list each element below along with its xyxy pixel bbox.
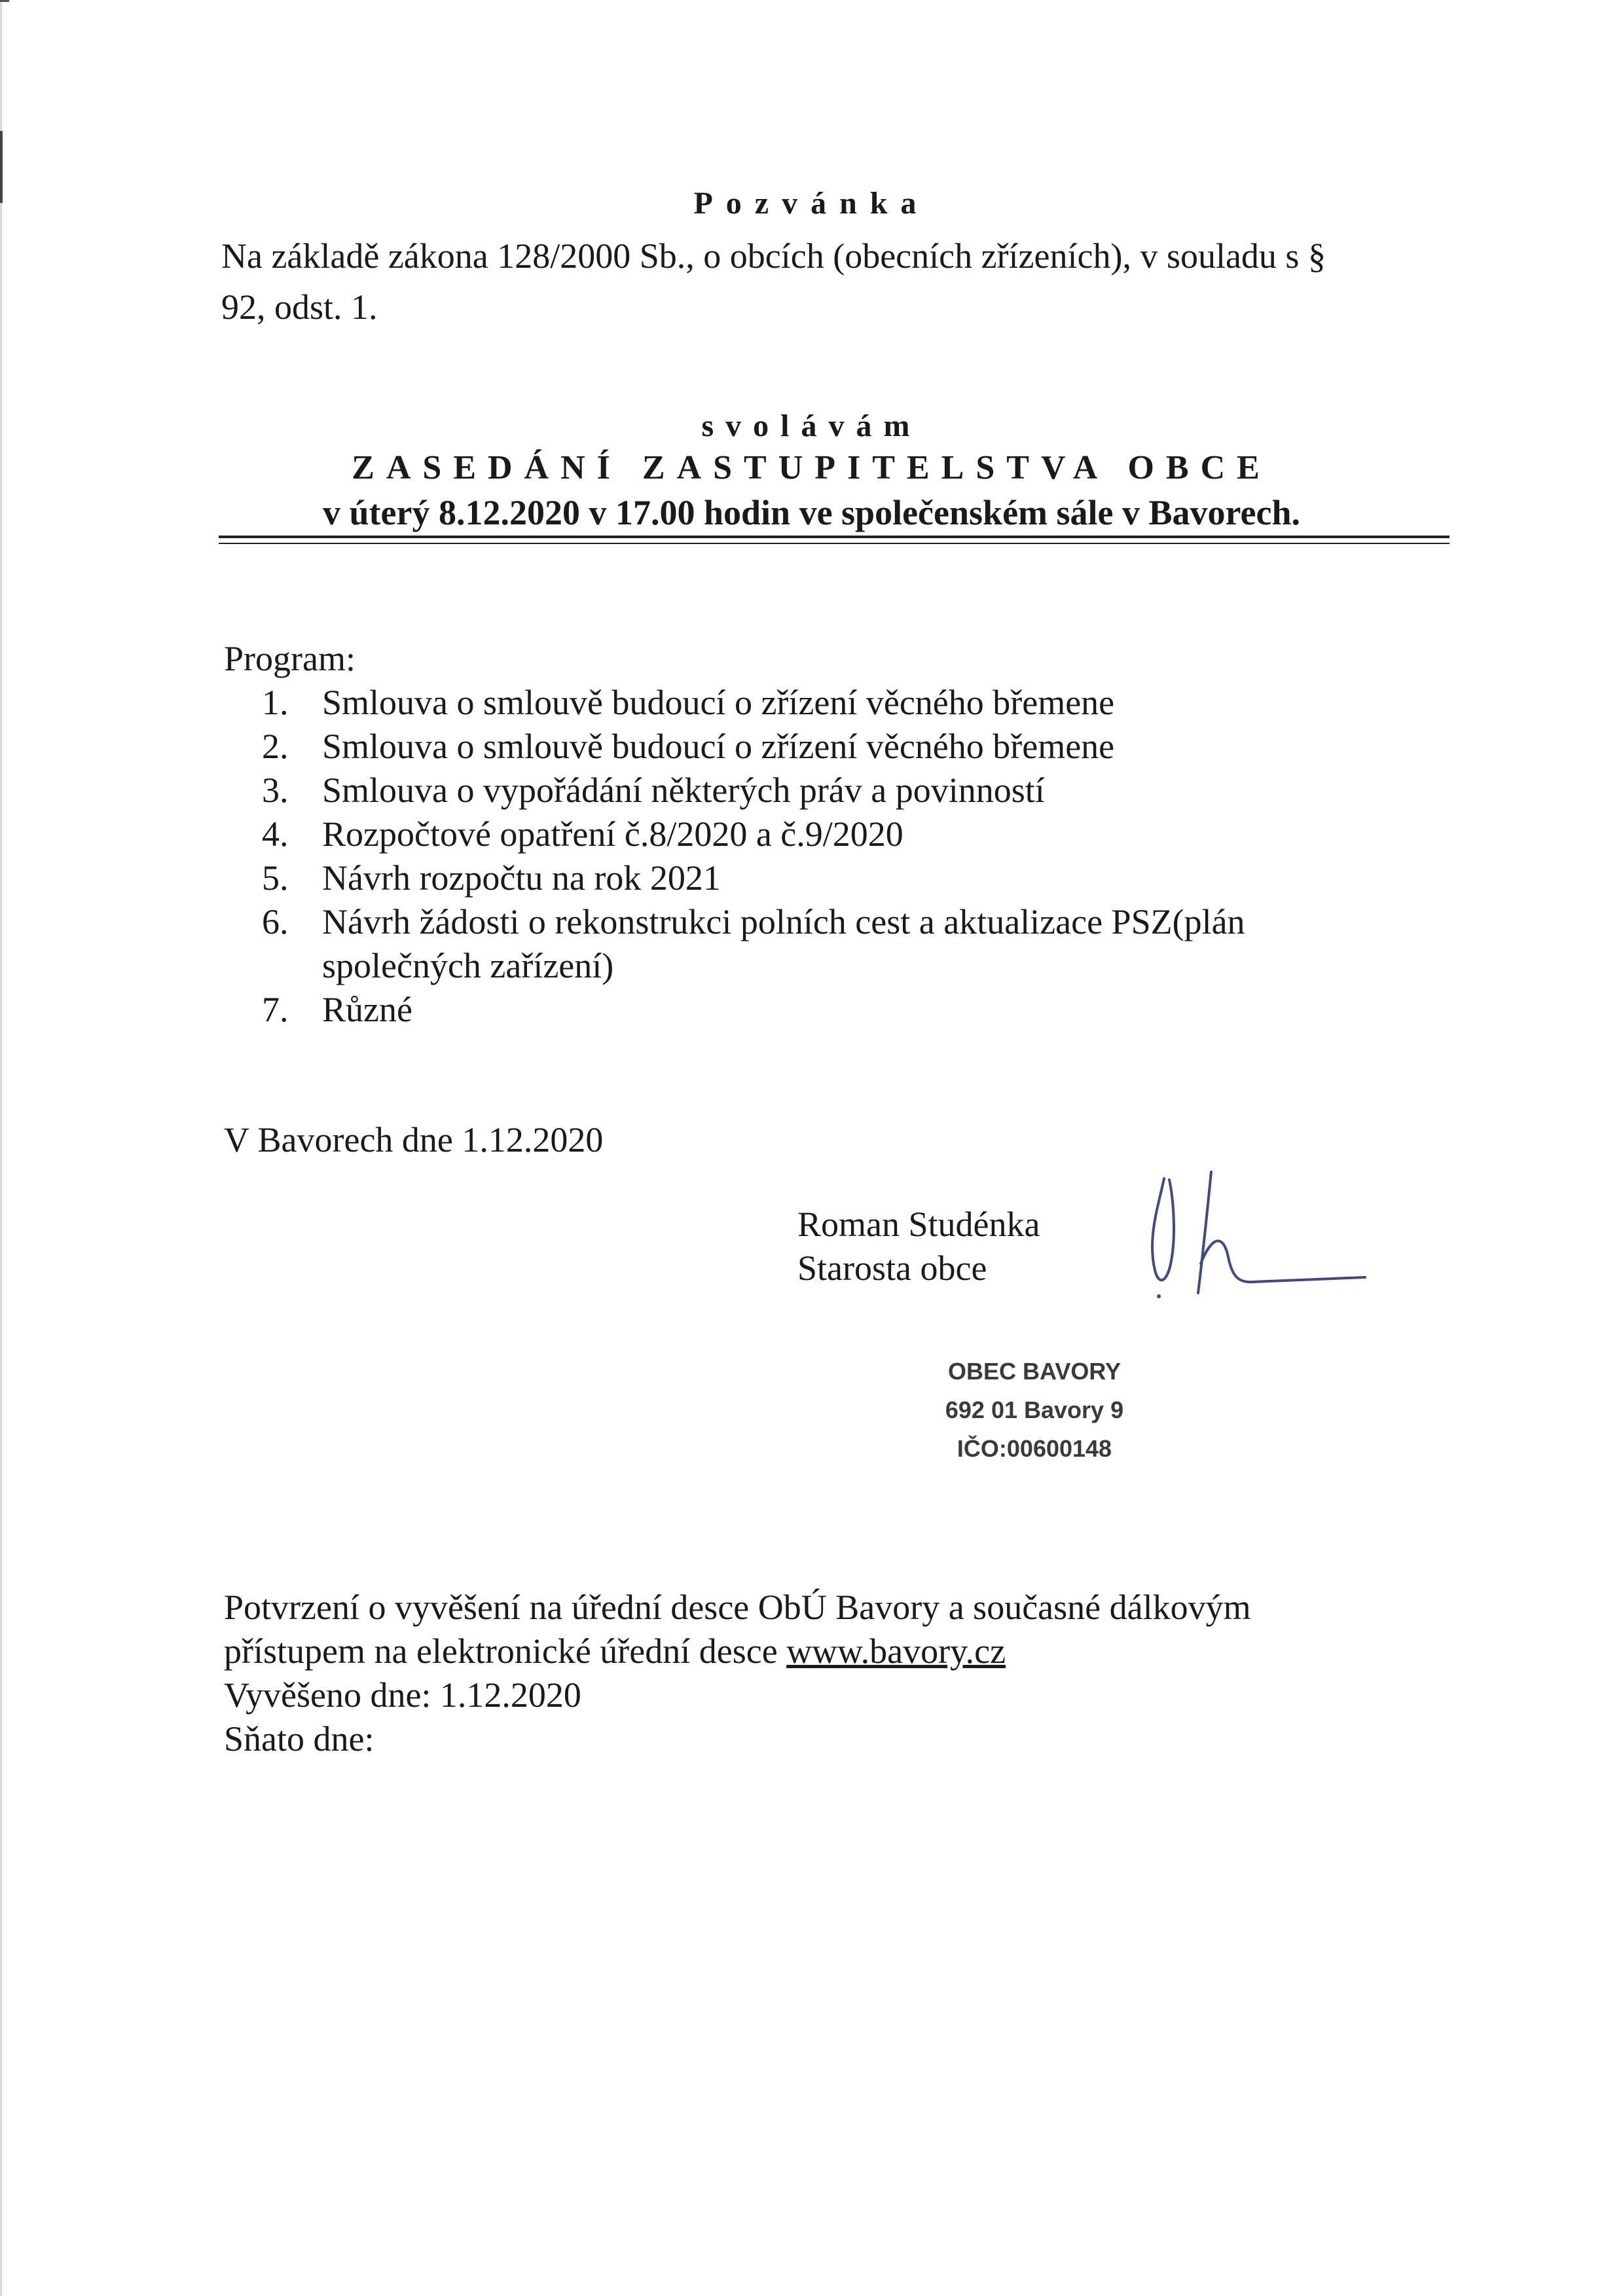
posting-confirmation [224, 1586, 1468, 1761]
document-title: Pozvánka [693, 186, 930, 221]
program-item-text: Smlouva o smlouvě budoucí o zřízení věcného břemene [322, 727, 1115, 766]
removed-date: Sňato dne: [224, 1719, 374, 1758]
confirmation-line-2-text: přístupem na elektronické úřední desce [224, 1631, 787, 1671]
program-item-text: Návrh žádosti o rekonstrukci polních cest a aktualizace PSZ(plán [322, 902, 1245, 941]
program-item-number: 2. [262, 727, 289, 766]
intro-line-2: 92, odst. 1. [221, 287, 378, 327]
program-item-number: 3. [262, 771, 289, 810]
convene-heading: svolávám [701, 409, 922, 443]
program-list [262, 681, 1375, 1032]
program-item-number: 5. [262, 858, 289, 898]
scan-mark-top [0, 0, 9, 2]
program-item [262, 769, 1375, 812]
program-item [262, 725, 1375, 769]
signer-name: Roman Studénka [797, 1205, 1040, 1244]
stamp-line-2: 692 01 Bavory 9 [945, 1396, 1124, 1423]
official-stamp [871, 1352, 1198, 1468]
program-item [262, 900, 1375, 988]
intro-paragraph [221, 230, 1400, 333]
signer-role: Starosta obce [797, 1248, 987, 1288]
program-item [262, 681, 1375, 725]
program-item-number: 6. [262, 902, 289, 941]
posted-date: Vyvěšeno dne: 1.12.2020 [224, 1675, 581, 1715]
intro-line-1: Na základě zákona 128/2000 Sb., o obcích (obecních zřízeních), v souladu s § [221, 236, 1326, 276]
divider-line [219, 536, 1450, 538]
signer-block [797, 1203, 1040, 1290]
program-item-text: Různé [322, 990, 412, 1029]
program-item-text: Smlouva o smlouvě budoucí o zřízení věcného břemene [322, 683, 1115, 722]
place-and-date: V Bavorech dne 1.12.2020 [224, 1120, 604, 1159]
stamp-line-3: IČO:00600148 [957, 1435, 1112, 1462]
program-item-text: Smlouva o vypořádání některých práv a povinností [322, 771, 1045, 810]
confirmation-line-1: Potvrzení o vyvěšení na úřední desce ObÚ Bavory a současné dálkovým [224, 1588, 1251, 1627]
stamp-line-1: OBEC BAVORY [947, 1358, 1122, 1385]
divider-line-thin [219, 543, 1450, 544]
program-item-text: Rozpočtové opatření č.8/2020 a č.9/2020 [322, 814, 903, 854]
program-item-text: Návrh rozpočtu na rok 2021 [322, 858, 721, 898]
meeting-heading: ZASEDÁNÍ ZASTUPITELSTVA OBCE [352, 449, 1271, 486]
program-item-number: 7. [262, 990, 289, 1029]
program-item [262, 988, 1375, 1032]
program-item [262, 812, 1375, 856]
confirmation-line-2 [224, 1630, 1468, 1673]
program-item [262, 856, 1375, 900]
program-item-number: 1. [262, 683, 289, 722]
scan-edge [0, 0, 2, 2296]
signature-icon [1113, 1159, 1375, 1309]
meeting-datetime: v úterý 8.12.2020 v 17.00 hodin ve společenském sále v Bavorech. [323, 493, 1300, 532]
website-link[interactable]: www.bavory.cz [786, 1631, 1006, 1671]
program-item-text-continued: společných zařízení) [322, 946, 614, 985]
program-label: Program: [224, 639, 356, 678]
program-item-number: 4. [262, 814, 289, 854]
